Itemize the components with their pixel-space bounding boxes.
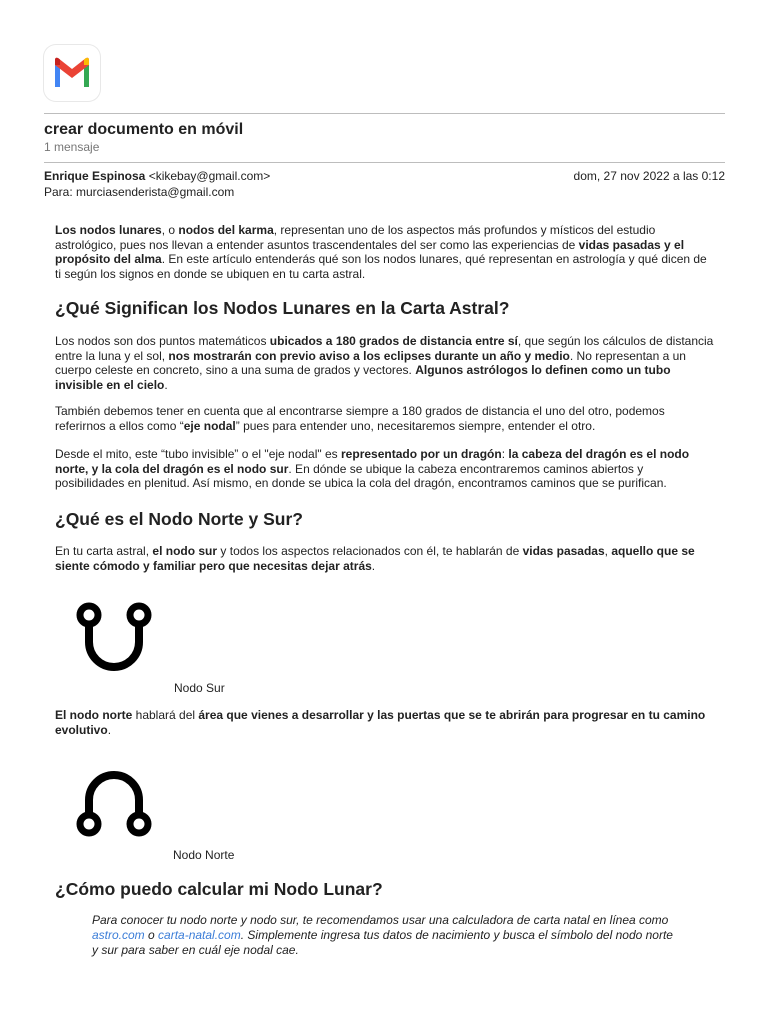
p3-text-3: . En dónde se ubique la cabeza encontraremos caminos abiertos y posibilidades en plenitud. Así mismo, en donde se ubica la cola del dragón, encontramos caminos que se purifican. xyxy=(55,461,667,490)
p1-text-3: . No representan a un cuerpo celeste en concreto, sino a una suma de grados y vectores. xyxy=(55,348,686,377)
p5-bold-2: área que vienes a desarrollar y las puertas que se te abrirán para progresar en tu camino evolutivo xyxy=(55,708,706,737)
sender xyxy=(44,169,270,183)
gmail-icon xyxy=(52,57,92,87)
intro-bold-2: nodos del karma xyxy=(178,223,274,237)
quote-text-2: o xyxy=(144,928,159,942)
message-count: 1 mensaje xyxy=(44,140,100,154)
p1-bold-2: nos mostrarán con previo aviso a los eclipses durante un año y medio xyxy=(168,348,570,363)
heading-calcular: ¿Cómo puedo calcular mi Nodo Lunar? xyxy=(55,879,383,899)
p3-text-2: : xyxy=(501,447,509,461)
intro-paragraph xyxy=(55,223,715,281)
p5-bold-1: El nodo norte xyxy=(55,708,133,722)
message-date: dom, 27 nov 2022 a las 0:12 xyxy=(573,169,725,183)
paragraph-eje-nodal xyxy=(55,404,715,433)
heading-significado: ¿Qué Significan los Nodos Lunares en la Carta Astral? xyxy=(55,298,510,318)
caption-nodo-norte: Nodo Norte xyxy=(173,848,235,862)
paragraph-nodo-sur xyxy=(55,544,715,573)
heading-norte-sur: ¿Qué es el Nodo Norte y Sur? xyxy=(55,509,303,529)
header-divider xyxy=(44,113,725,114)
p4-bold-1: el nodo sur xyxy=(152,544,218,558)
email-subject: crear documento en móvil xyxy=(44,121,244,138)
p4-bold-3: aquello que se siente cómodo y familiar pero que necesitas dejar atrás xyxy=(55,544,695,573)
paragraph-nodos-puntos xyxy=(55,334,715,392)
sender-email: <kikebay@gmail.com> xyxy=(148,169,271,183)
intro-text-1: , o xyxy=(161,223,179,237)
p1-bold-1: ubicados a 180 grados de distancia entre sí xyxy=(269,334,518,348)
caption-nodo-sur: Nodo Sur xyxy=(174,681,225,695)
p5-text-1: hablará del xyxy=(132,708,199,722)
p3-bold-2: la cabeza del dragón es el nodo norte, y la cola del dragón es el nodo sur xyxy=(55,447,690,476)
thread-divider xyxy=(44,162,725,163)
gmail-logo xyxy=(44,45,100,101)
sender-name: Enrique Espinosa xyxy=(44,169,146,183)
intro-bold-1: Los nodos lunares xyxy=(55,223,162,237)
north-node-icon xyxy=(74,760,156,840)
p1-text-2: , que según los cálculos de distancia entre la luna y el sol, xyxy=(55,334,714,363)
intro-text-3: . En este artículo entenderás qué son los nodos lunares, qué representan en astrología y qué dicen de ti según los signos en donde se ubiquen en tu carta astral. xyxy=(55,252,707,281)
p4-text-3: , xyxy=(604,544,612,558)
paragraph-dragon xyxy=(55,447,715,491)
quote-text-1: Para conocer tu nodo norte y nodo sur, te recomendamos usar una calculadora de carta natal en línea como xyxy=(92,913,669,927)
recipient: Para: murciasenderista@gmail.com xyxy=(44,185,235,199)
link-carta-natal[interactable]: carta-natal.com xyxy=(158,928,241,942)
p2-text-2: ” pues para entender uno, necesitaremos siempre, entender el otro. xyxy=(235,418,596,433)
quote-calculadora xyxy=(92,913,682,958)
p4-bold-2: vidas pasadas xyxy=(522,544,605,558)
p1-text-4: . xyxy=(164,377,168,392)
intro-bold-3: vidas pasadas y el propósito del alma xyxy=(55,237,685,266)
south-node-icon xyxy=(74,600,156,680)
p1-text-1: Los nodos son dos puntos matemáticos xyxy=(55,334,270,348)
link-astro[interactable]: astro.com xyxy=(92,928,145,942)
paragraph-nodo-norte xyxy=(55,708,715,737)
quote-text-3: . Simplemente ingresa tus datos de nacimiento y busca el símbolo del nodo norte y sur para saber en cuál eje nodal cae. xyxy=(92,928,673,957)
p3-text-1: Desde el mito, este “tubo invisible” o el "eje nodal" es xyxy=(55,447,342,461)
p3-bold-1: representado por un dragón xyxy=(341,447,502,461)
p2-bold-1: eje nodal xyxy=(183,418,236,433)
p2-text-1: También debemos tener en cuenta que al encontrarse siempre a 180 grados de distancia el uno del otro, podemos referirnos a ellos como “ xyxy=(55,404,665,433)
p4-text-2: y todos los aspectos relacionados con él, te hablarán de xyxy=(217,544,523,558)
p5-text-2: . xyxy=(107,722,112,737)
p4-text-1: En tu carta astral, xyxy=(55,544,153,558)
p1-bold-3: Algunos astrólogos lo definen como un tubo invisible en el cielo xyxy=(55,363,671,392)
p4-text-4: . xyxy=(371,558,376,573)
intro-text-2: , representan uno de los aspectos más profundos y místicos del estudio astrológico, pues nos llevan a entender asuntos trascendentales del ser como las experiencias de xyxy=(55,223,656,252)
